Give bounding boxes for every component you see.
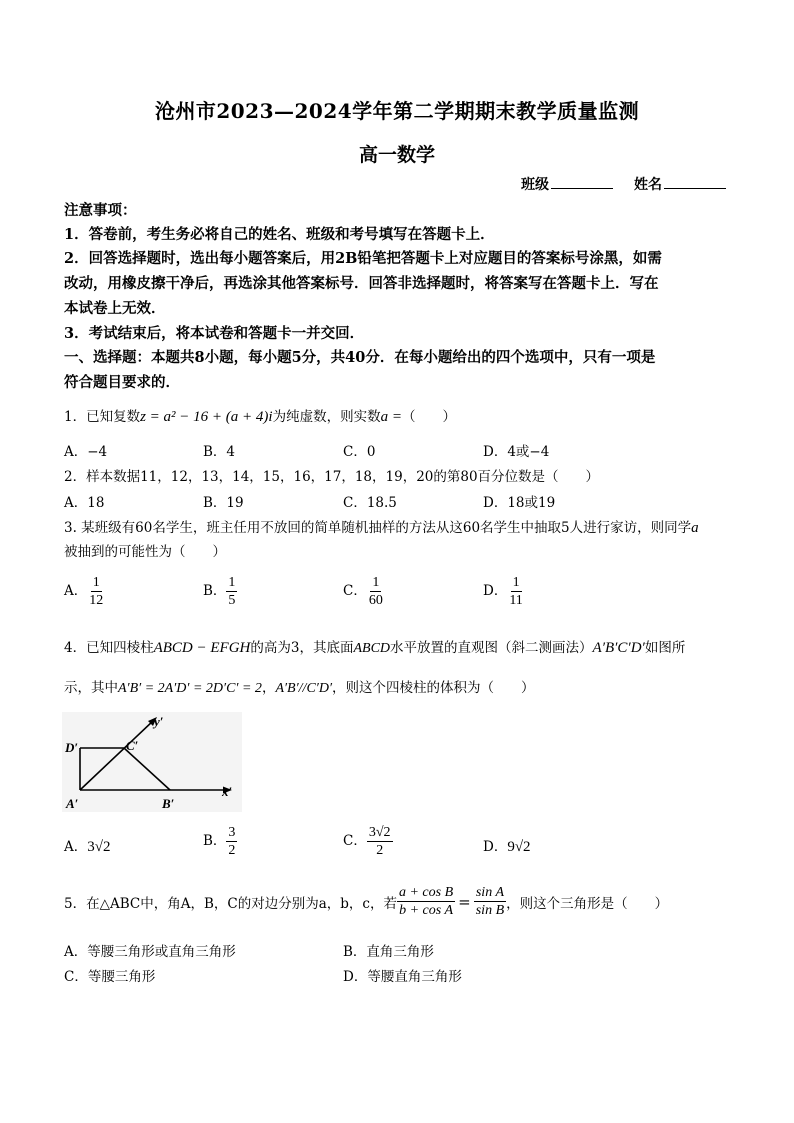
- fraction-denominator: 12: [89, 593, 104, 608]
- q4-option-a: [64, 835, 110, 856]
- question-3-line-2: 被抽到的可能性为（ ）: [64, 544, 226, 560]
- q4-lengths: A′B′ = 2A′D′ = 2D′C′ = 2: [118, 681, 262, 696]
- q3-option-d-label: D．: [483, 583, 508, 599]
- q4-text-c: 的高为3，其底面: [250, 640, 354, 656]
- q4-text-2a: 示，其中: [64, 680, 118, 696]
- q3-option-d-fraction: [507, 574, 524, 609]
- q4-text-g: 如图所: [644, 640, 686, 656]
- label-y: y′: [154, 714, 164, 729]
- q4-option-d-label: D．: [483, 839, 508, 855]
- note-1: 1．答卷前，考生务必将自己的姓名、班级和考号填写在答题卡上．: [64, 226, 495, 243]
- q4-option-b-label: B．: [203, 833, 227, 849]
- q5-option-b: B．直角三角形: [343, 944, 434, 960]
- q3-option-d: [483, 574, 525, 609]
- diagram-background: [62, 712, 242, 812]
- q4-base-name: ABCD: [353, 641, 391, 656]
- fraction-numerator: sin A: [475, 885, 504, 900]
- page-title: 沧州市2023—2024学年第二学期期末教学质量监测: [154, 99, 640, 123]
- label-c: C′: [126, 738, 139, 753]
- q4-option-c: [343, 824, 393, 859]
- q3-var: a: [691, 520, 699, 536]
- section-1-line-2: 符合题目要求的．: [64, 374, 180, 391]
- note-3: 3．考试结束后，将本试卷和答题卡一并交回．: [64, 325, 365, 342]
- section-1-line-1: 一、选择题：本题共8小题，每小题5分，共40分．在每小题给出的四个选项中，只有一项是: [64, 349, 656, 366]
- q3-option-c: [343, 574, 385, 609]
- q3-option-c-label: C．: [343, 583, 367, 599]
- fraction-numerator: a + cos B: [398, 885, 454, 900]
- fraction-denominator: 11: [509, 593, 523, 608]
- class-field: [521, 174, 613, 194]
- q2-option-b: B．19: [203, 495, 244, 511]
- name-field: [634, 174, 726, 194]
- q2-option-a: A．18: [64, 495, 105, 511]
- q3-option-a-fraction: [87, 574, 105, 609]
- question-4-line-1: [64, 636, 685, 657]
- q1-prefix: 1．已知复数: [64, 409, 141, 425]
- label-b: B′: [162, 796, 175, 811]
- q5-equals: =: [458, 892, 471, 911]
- label-d: D′: [65, 740, 79, 755]
- q4-option-a-value: 3√2: [87, 839, 111, 855]
- fraction-numerator: 3: [228, 825, 236, 840]
- name-blank: [664, 174, 726, 189]
- question-2: 2．样本数据11，12，13，14，15，16，17，18，19，20的第80百分位数是（ ）: [64, 469, 600, 485]
- q4-option-c-label: C．: [343, 833, 367, 849]
- q2-option-d: D．18或19: [483, 495, 556, 511]
- q4-option-c-fraction: [367, 824, 393, 859]
- q3-option-b-fraction: [226, 574, 237, 609]
- q1-suffix: 为纯虚数，则实数: [272, 409, 381, 425]
- q3-option-b: [203, 574, 237, 609]
- question-4-line-2: [64, 676, 535, 697]
- note-2-line-3: 本试卷上无效．: [64, 300, 166, 317]
- q3-option-a: [64, 574, 105, 609]
- q5-option-d: D．等腰直角三角形: [343, 969, 462, 985]
- fraction-numerator: 1: [372, 575, 380, 590]
- fraction-denominator: sin B: [475, 903, 505, 918]
- q3-option-c-fraction: [367, 574, 385, 609]
- q5-option-a: A．等腰三角形或直角三角形: [64, 944, 236, 960]
- fraction-numerator: 1: [92, 575, 100, 590]
- q4-option-d-value: 9√2: [507, 839, 531, 855]
- question-1: [64, 405, 456, 426]
- q1-var: a =: [380, 409, 402, 425]
- fraction-denominator: 2: [376, 843, 384, 858]
- notes-heading: 注意事项：: [64, 202, 137, 219]
- q4-prism-name: ABCD − EFGH: [153, 640, 251, 656]
- q1-option-d: D．4或−4: [483, 444, 550, 460]
- q1-bracket: （ ）: [401, 409, 456, 425]
- class-label: 班级: [521, 177, 549, 193]
- q4-text-a: 4．已知四棱柱: [64, 640, 154, 656]
- q1-option-c: C．0: [343, 444, 376, 460]
- q4-option-b: [203, 824, 237, 859]
- q3-option-a-label: A．: [64, 583, 88, 599]
- q5-option-c: C．等腰三角形: [64, 969, 156, 985]
- q4-text-e: 水平放置的直观图（斜二测画法）: [390, 640, 593, 656]
- page-subtitle: 高一数学: [358, 144, 435, 166]
- q3-option-b-label: B．: [203, 583, 227, 599]
- q1-formula: z = a² − 16 + (a + 4)i: [140, 409, 273, 425]
- note-2-line-2: 改动，用橡皮擦干净后，再选涂其他答案标号．回答非选择题时，将答案写在答题卡上．写在: [64, 275, 659, 292]
- oblique-projection-diagram: [62, 712, 242, 812]
- name-label: 姓名: [634, 177, 662, 193]
- q4-parallel: A′B′//C′D′: [275, 681, 333, 696]
- label-a: A′: [66, 796, 79, 811]
- q4-comma: ，: [261, 680, 276, 696]
- fraction-numerator: 1: [228, 575, 236, 590]
- q2-option-c: C．18.5: [343, 495, 397, 511]
- class-blank: [551, 174, 613, 189]
- fraction-numerator: 1: [512, 575, 520, 590]
- fraction-denominator: 60: [368, 593, 383, 608]
- q1-option-a: A．−4: [64, 444, 108, 460]
- q5-fraction-1: [397, 884, 455, 919]
- q4-option-b-fraction: [226, 824, 237, 859]
- q4-text-2e: ，则这个四棱柱的体积为（ ）: [332, 680, 535, 696]
- fraction-denominator: 5: [228, 593, 236, 608]
- q5-fraction-2: [474, 884, 506, 919]
- question-5: [64, 884, 668, 919]
- q5-suffix: ，则这个三角形是（ ）: [506, 895, 669, 912]
- q1-option-b: B．4: [203, 444, 236, 460]
- question-3-line-1: [64, 516, 699, 537]
- note-2-line-1: 2．回答选择题时，选出每小题答案后，用2B铅笔把答题卡上对应题目的答案标号涂黑，如需: [64, 250, 662, 267]
- q3-text: 3. 某班级有60名学生，班主任用不放回的简单随机抽样的方法从这60名学生中抽取5人进行家访，则同学: [64, 520, 692, 536]
- fraction-denominator: 2: [228, 843, 236, 858]
- q5-prefix: 5．在△ABC中，角A，B，C的对边分别为a，b，c，若: [64, 895, 397, 912]
- label-x: x′: [222, 784, 233, 799]
- q4-view-name: A′B′C′D′: [592, 640, 645, 656]
- fraction-numerator: 3√2: [368, 825, 391, 840]
- q4-option-d: [483, 835, 531, 856]
- fraction-denominator: b + cos A: [399, 903, 454, 918]
- q4-option-a-label: A．: [64, 839, 88, 855]
